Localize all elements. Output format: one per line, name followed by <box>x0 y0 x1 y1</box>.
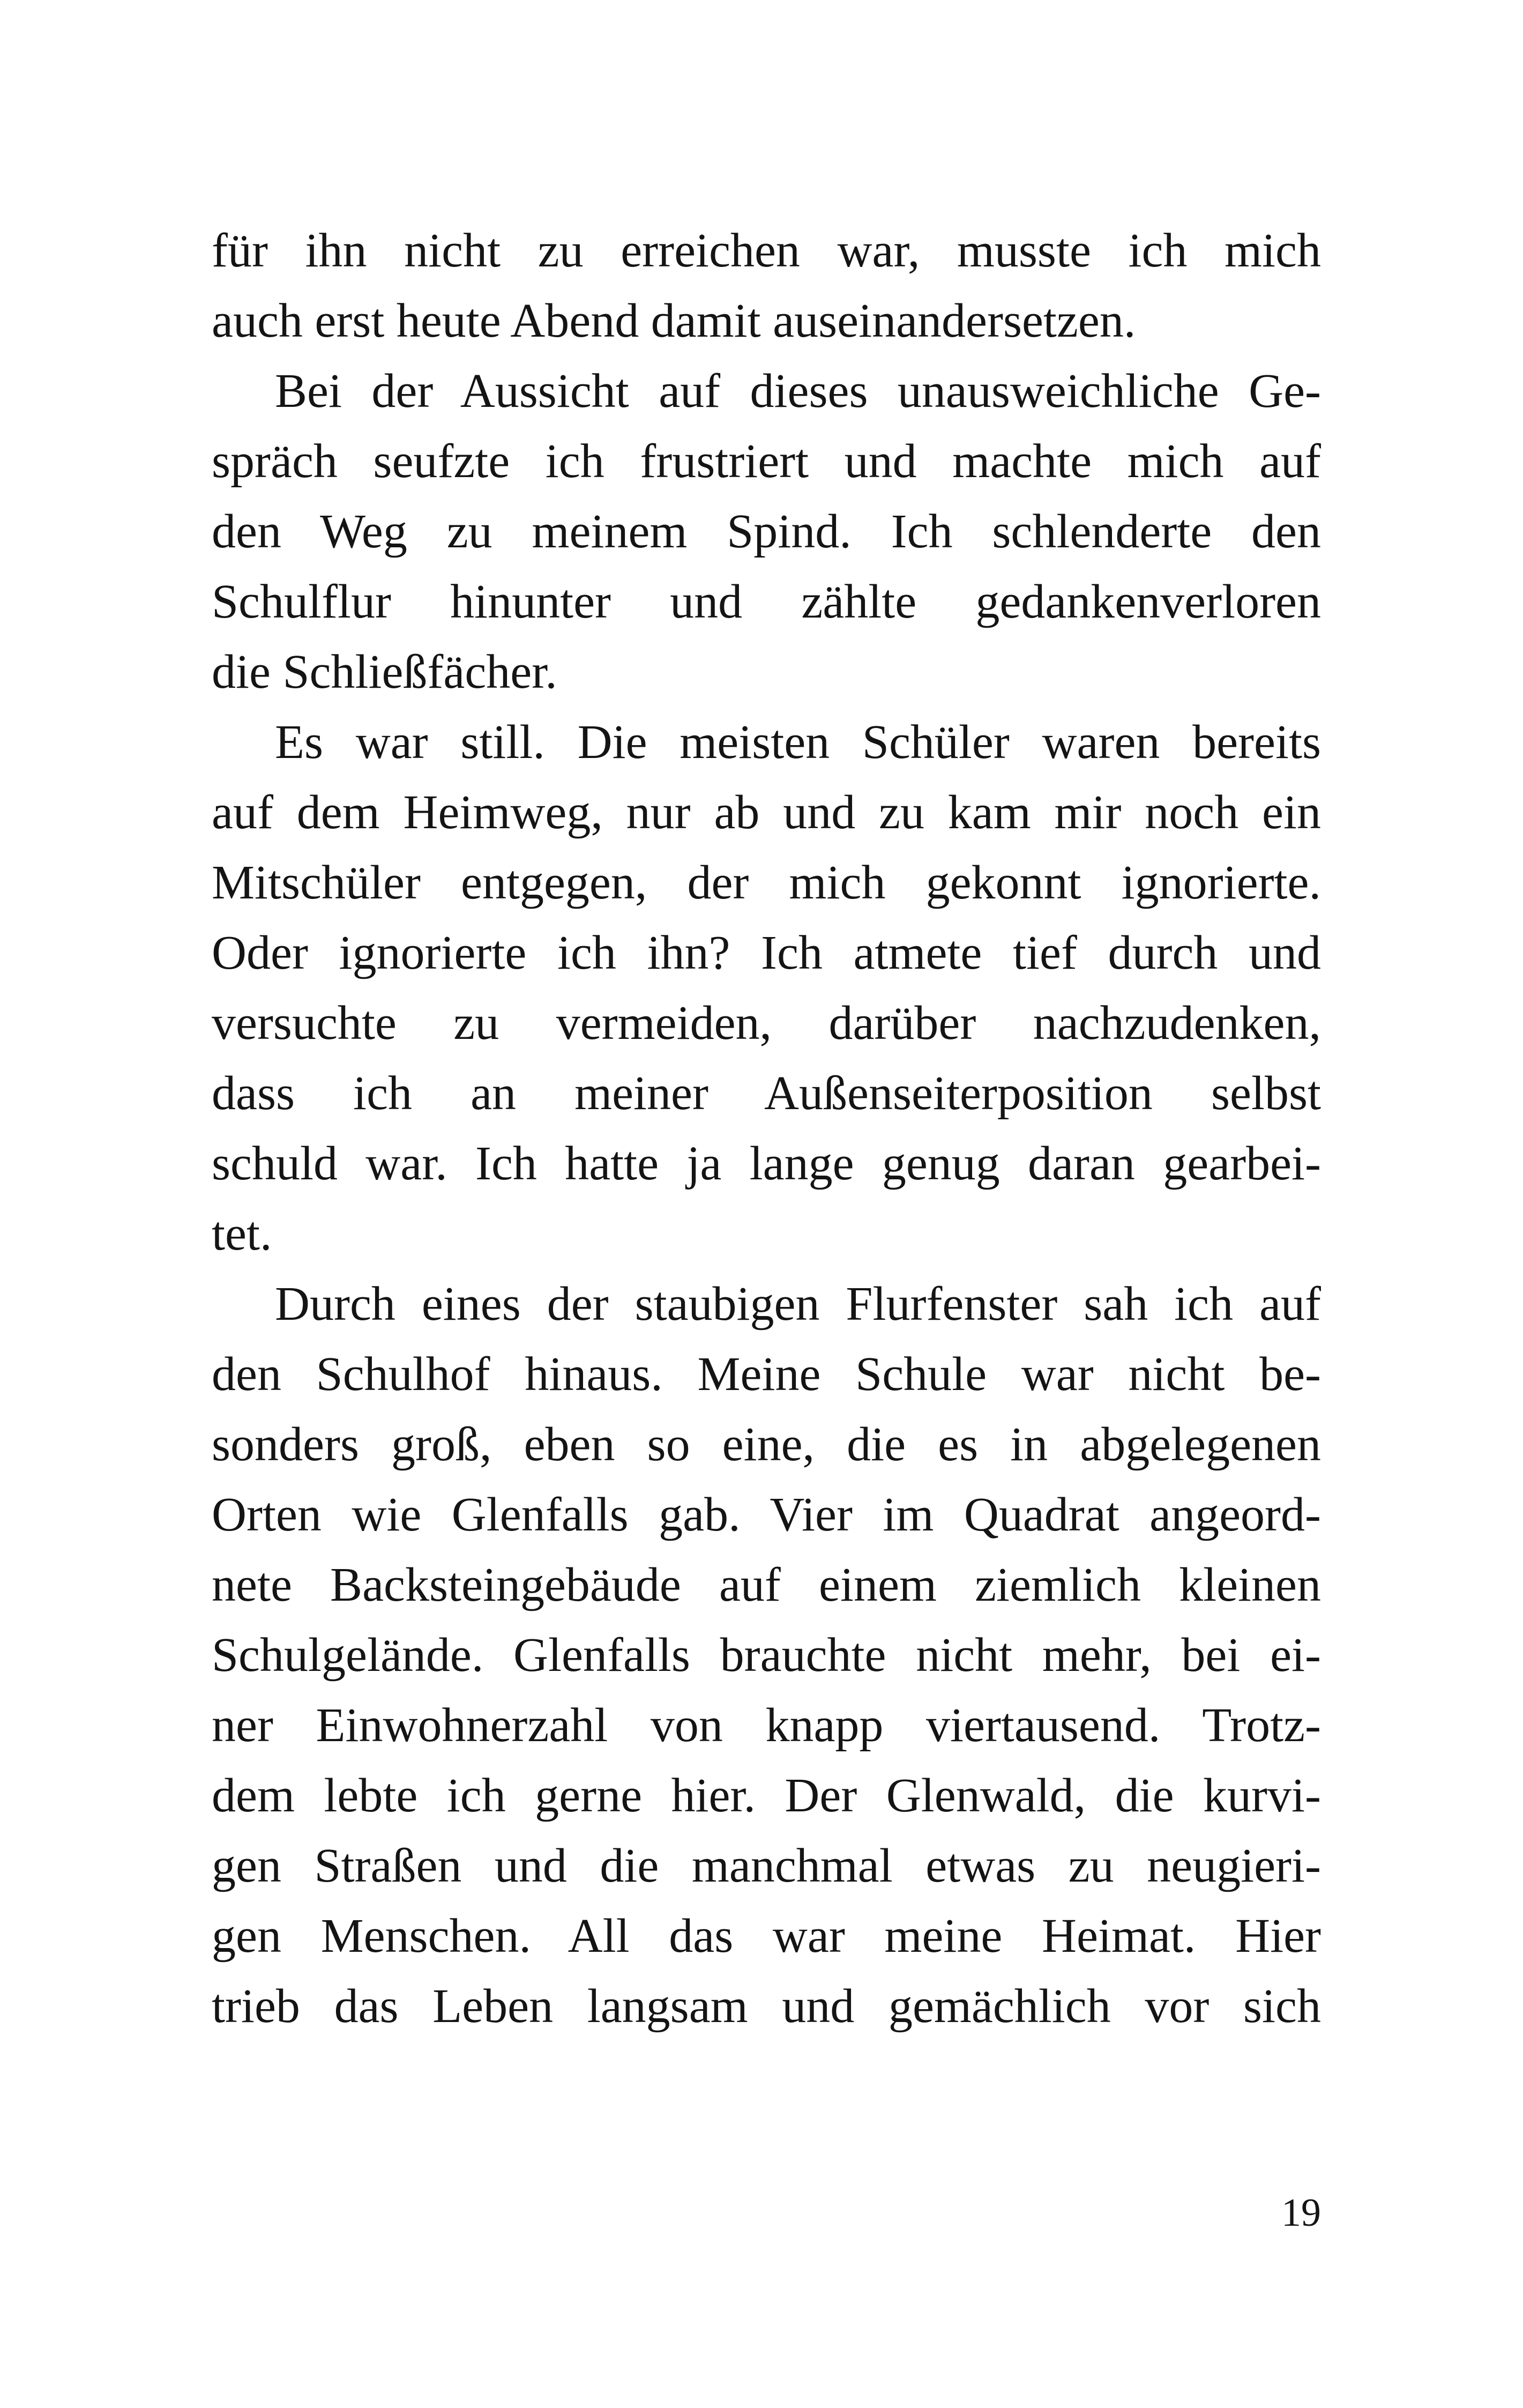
page-number: 19 <box>1281 2191 1321 2235</box>
text-line: nete Backsteingebäude auf einem ziemlich kleinen <box>212 1558 1321 1611</box>
text-line: Orten wie Glenfalls gab. Vier im Quadrat angeord- <box>212 1488 1321 1541</box>
text-line: Oder ignorierte ich ihn? Ich atmete tief durch und <box>212 926 1321 979</box>
text-line: tet. <box>212 1207 272 1260</box>
text-line-paragraph-start: Bei der Aussicht auf dieses unausweichliche Ge- <box>275 365 1321 418</box>
text-line: Schulgelände. Glenfalls brauchte nicht mehr, bei ei- <box>212 1629 1321 1682</box>
body-text <box>212 215 1321 2041</box>
text-line: sonders groß, eben so eine, die es in abgelegenen <box>212 1418 1321 1471</box>
text-line: auf dem Heimweg, nur ab und zu kam mir noch ein <box>212 786 1321 839</box>
text-line: ner Einwohnerzahl von knapp viertausend. Trotz- <box>212 1699 1321 1752</box>
text-line: für ihn nicht zu erreichen war, musste ich mich <box>212 224 1321 277</box>
text-line: versuchte zu vermeiden, darüber nachzudenken, <box>212 997 1321 1050</box>
text-line-paragraph-start: Durch eines der staubigen Flurfenster sah ich auf <box>275 1277 1321 1331</box>
text-line: dem lebte ich gerne hier. Der Glenwald, die kurvi- <box>212 1769 1321 1822</box>
text-line: den Schulhof hinaus. Meine Schule war nicht be- <box>212 1348 1321 1401</box>
text-line: dass ich an meiner Außenseiterposition selbst <box>212 1067 1321 1120</box>
text-line: schuld war. Ich hatte ja lange genug daran gearbei- <box>212 1137 1321 1190</box>
text-line: Schulflur hinunter und zählte gedankenverloren <box>212 575 1321 628</box>
text-line: die Schließfächer. <box>212 645 557 698</box>
text-line: auch erst heute Abend damit auseinandersetzen. <box>212 294 1136 347</box>
text-line: Mitschüler entgegen, der mich gekonnt ignorierte. <box>212 856 1321 909</box>
text-line: spräch seufzte ich frustriert und machte mich auf <box>212 435 1321 488</box>
text-line-paragraph-start: Es war still. Die meisten Schüler waren bereits <box>275 716 1321 769</box>
text-line: trieb das Leben langsam und gemächlich vor sich <box>212 1980 1321 2033</box>
text-line: gen Menschen. All das war meine Heimat. Hier <box>212 1909 1321 1963</box>
text-line: gen Straßen und die manchmal etwas zu neugieri- <box>212 1839 1321 1892</box>
text-line: den Weg zu meinem Spind. Ich schlenderte den <box>212 505 1321 558</box>
